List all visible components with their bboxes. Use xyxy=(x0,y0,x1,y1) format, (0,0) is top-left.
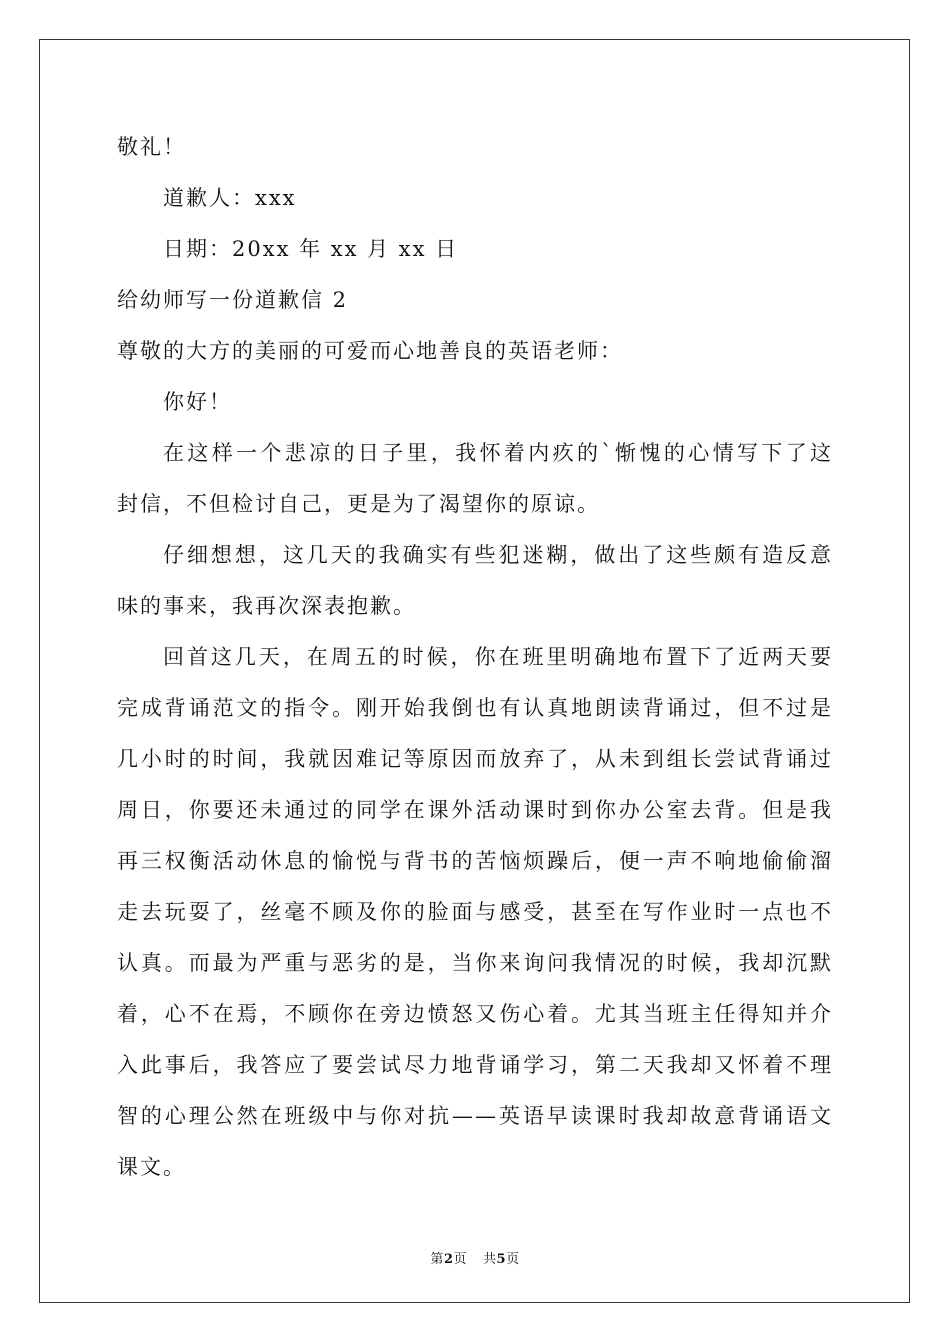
body-line: 再三权衡活动休息的愉悦与背书的苦恼烦躁后，便一声不响地偷偷溜 xyxy=(117,849,833,873)
body-line: 味的事来，我再次深表抱歉。 xyxy=(117,594,416,618)
salutation: 尊敬的大方的美丽的可爱而心地善良的英语老师： xyxy=(117,339,623,363)
body-line: 回首这几天，在周五的时候，你在班里明确地布置下了近两天要 xyxy=(163,645,833,669)
body-line: 封信，不但检讨自己，更是为了渴望你的原谅。 xyxy=(117,492,600,516)
body-line: 走去玩耍了，丝毫不顾及你的脸面与感受，甚至在写作业时一点也不 xyxy=(117,900,833,924)
total-suffix: 页 xyxy=(506,1252,520,1267)
page-suffix: 页 xyxy=(453,1252,467,1267)
body-line: 智的心理公然在班级中与你对抗——英语早读课时我却故意背诵语文 xyxy=(117,1104,833,1128)
signature-line: 道歉人：xxx xyxy=(163,186,297,210)
page-footer xyxy=(0,1248,950,1267)
body-line: 认真。而最为严重与恶劣的是，当你来询问我情况的时候，我却沉默 xyxy=(117,951,833,975)
body-line: 入此事后，我答应了要尝试尽力地背诵学习，第二天我却又怀着不理 xyxy=(117,1053,833,1077)
document-body xyxy=(117,122,833,1193)
body-line: 几小时的时间，我就因难记等原因而放弃了，从未到组长尝试背诵过 xyxy=(117,747,833,771)
page-total: 5 xyxy=(496,1252,507,1267)
greeting: 你好！ xyxy=(163,390,232,414)
body-line: 着，心不在焉，不顾你在旁边愤怒又伤心着。尤其当班主任得知并介 xyxy=(117,1002,833,1026)
body-line: 课文。 xyxy=(117,1155,186,1179)
body-line: 在这样一个悲凉的日子里，我怀着内疚的`惭愧的心情写下了这 xyxy=(163,441,833,465)
total-prefix: 共 xyxy=(483,1252,497,1267)
body-line: 周日，你要还未通过的同学在课外活动课时到你办公室去背。但是我 xyxy=(117,798,833,822)
date-line: 日期：20xx 年 xx 月 xx 日 xyxy=(163,237,459,261)
body-line: 完成背诵范文的指令。刚开始我倒也有认真地朗读背诵过，但不过是 xyxy=(117,696,833,720)
closing-salute: 敬礼！ xyxy=(117,135,186,159)
page-prefix: 第 xyxy=(430,1252,444,1267)
letter-title: 给幼师写一份道歉信 2 xyxy=(117,288,349,312)
page-number: 2 xyxy=(443,1252,454,1267)
body-line: 仔细想想，这几天的我确实有些犯迷糊，做出了这些颇有造反意 xyxy=(163,543,833,567)
